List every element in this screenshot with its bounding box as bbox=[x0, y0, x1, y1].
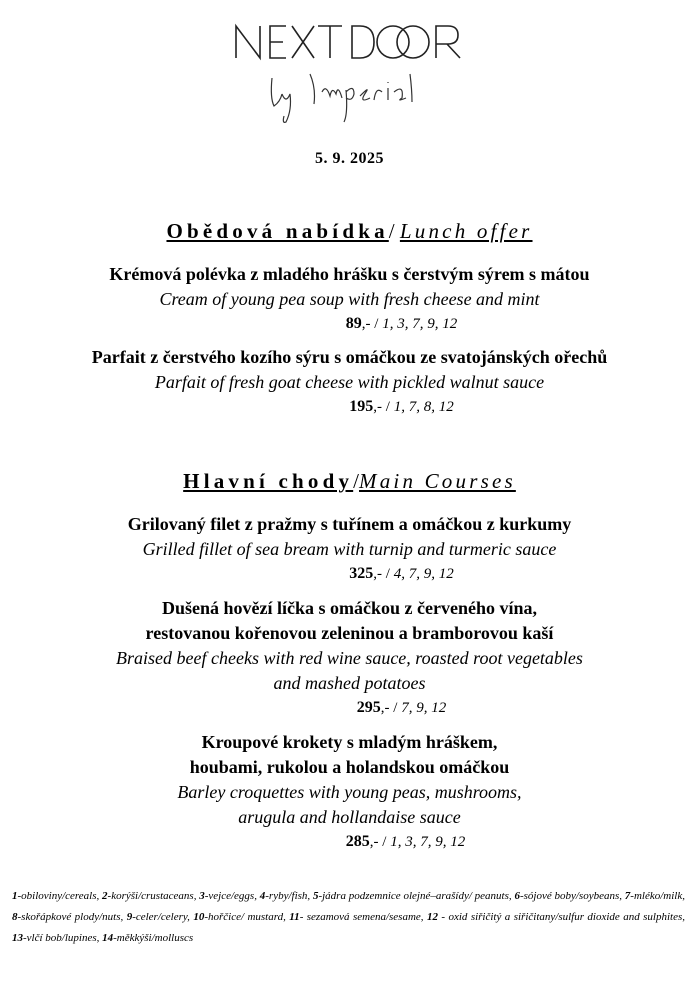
main-item bbox=[0, 512, 699, 586]
dish-price: 89 bbox=[345, 315, 362, 332]
allergen-text: -vejce/eggs, bbox=[204, 890, 260, 902]
dish-name-en: Parfait of fresh goat cheese with pickled walnut sauce bbox=[154, 372, 545, 392]
main-item bbox=[0, 730, 699, 854]
allergen-number: 10 bbox=[193, 911, 205, 923]
allergen-text: -celer/celery, bbox=[132, 911, 194, 923]
allergen-text: -obiloviny/cereals, bbox=[17, 890, 103, 902]
main-title-en: Main Courses bbox=[359, 469, 516, 493]
dish-name-en-line1: Barley croquettes with young peas, mushrooms, bbox=[177, 782, 522, 802]
dish-name-cz: Parfait z čerstvého kozího sýru s omáčkou ze svatojánských ořechů bbox=[91, 347, 608, 367]
allergen-number: 11 bbox=[289, 911, 300, 923]
dish-name-cz: Krémová polévka z mladého hrášku s čerstvým sýrem s mátou bbox=[109, 264, 590, 284]
dish-name-en: Grilled fillet of sea bream with turnip and turmeric sauce bbox=[142, 539, 557, 559]
dish-price: 195 bbox=[349, 398, 374, 415]
dish-name-cz-line2: houbami, rukolou a holandskou omáčkou bbox=[189, 757, 510, 777]
allergen-number: 13 bbox=[12, 932, 23, 944]
allergen-text: -skořápkové plody/nuts, bbox=[17, 911, 127, 923]
main-item bbox=[0, 596, 699, 720]
dish-price-line bbox=[0, 830, 699, 854]
allergen-number: 2 bbox=[102, 890, 108, 902]
dish-allergens: 4, 7, 9, 12 bbox=[389, 566, 454, 582]
allergen-number: 3 bbox=[199, 890, 205, 902]
next-door-logo-icon bbox=[230, 18, 466, 128]
allergen-number: 6 bbox=[514, 890, 520, 902]
dish-price: 295 bbox=[356, 699, 381, 716]
allergen-number: 8 bbox=[12, 911, 18, 923]
dish-price: 325 bbox=[349, 565, 374, 582]
allergen-number: 4 bbox=[259, 890, 266, 902]
dish-price-line bbox=[0, 562, 699, 586]
allergen-text: - sezamová semena/sesame, bbox=[299, 911, 427, 923]
dish-name-en: Cream of young pea soup with fresh cheese and mint bbox=[159, 289, 540, 309]
dish-price-suffix: ,- / bbox=[369, 834, 387, 850]
lunch-item bbox=[0, 345, 699, 419]
allergen-number: 7 bbox=[624, 890, 631, 902]
dish-price-line bbox=[0, 312, 699, 336]
lunch-title-separator: / bbox=[388, 219, 395, 243]
main-title-separator: / bbox=[353, 469, 360, 493]
lunch-section-title bbox=[0, 219, 699, 244]
allergen-text: -korýši/crustaceans, bbox=[107, 890, 200, 902]
main-title-cz: Hlavní chody bbox=[183, 469, 354, 493]
dish-price-line bbox=[0, 395, 699, 419]
lunch-item bbox=[0, 262, 699, 336]
lunch-title-en: Lunch offer bbox=[399, 219, 533, 243]
dish-name-cz: Grilovaný filet z pražmy s tuřínem a omáčkou z kurkumy bbox=[127, 514, 572, 534]
dish-name-cz-line2: restovanou kořenovou zeleninou a bramborovou kaší bbox=[145, 623, 554, 643]
dish-name-en-line2: arugula and hollandaise sauce bbox=[238, 807, 461, 827]
allergen-number: 9 bbox=[126, 911, 133, 923]
dish-price-line bbox=[0, 696, 699, 720]
dish-name-cz-line1: Kroupové krokety s mladým hráškem, bbox=[201, 732, 498, 752]
allergen-number: 1 bbox=[12, 890, 18, 902]
allergen-text: -sójové boby/soybeans, bbox=[519, 890, 625, 902]
allergen-legend bbox=[12, 886, 685, 949]
allergen-number: 14 bbox=[102, 932, 114, 944]
dish-name-cz-line1: Dušená hovězí líčka s omáčkou z červeného vína, bbox=[162, 598, 537, 618]
dish-name-en-line2: and mashed potatoes bbox=[273, 673, 426, 693]
menu-date: 5. 9. 2025 bbox=[315, 150, 384, 167]
allergen-text: -ryby/fish, bbox=[265, 890, 313, 902]
dish-allergens: 1, 3, 7, 9, 12 bbox=[378, 316, 458, 332]
dish-price-suffix: ,- / bbox=[361, 316, 379, 332]
allergen-text: -mléko/milk, bbox=[630, 890, 685, 902]
allergen-number: 5 bbox=[312, 890, 319, 902]
brand-logo bbox=[0, 18, 699, 128]
dish-allergens: 1, 7, 8, 12 bbox=[389, 399, 454, 415]
dish-price-suffix: ,- / bbox=[373, 566, 390, 582]
dish-price-suffix: ,- / bbox=[373, 399, 390, 415]
allergen-text: -měkkýši/molluscs bbox=[113, 932, 194, 944]
dish-price: 285 bbox=[345, 833, 370, 850]
dish-price-suffix: ,- / bbox=[380, 700, 398, 716]
allergen-text: -jádra podzemnice olejné–arašídy/ peanuts, bbox=[318, 890, 515, 902]
allergen-text: - oxid siřičitý a siřičitany/sulfur dioxide and sulphites, bbox=[437, 911, 685, 923]
allergen-text: -hořčice/ mustard, bbox=[204, 911, 290, 923]
dish-allergens: 7, 9, 12 bbox=[397, 700, 447, 716]
allergen-text: -vlčí bob/lupines, bbox=[23, 932, 103, 944]
dish-name-en-line1: Braised beef cheeks with red wine sauce, roasted root vegetables bbox=[116, 648, 583, 668]
main-section-title bbox=[0, 469, 699, 494]
lunch-title-cz: Obědová nabídka bbox=[166, 219, 389, 243]
dish-allergens: 1, 3, 7, 9, 12 bbox=[386, 834, 466, 850]
allergen-number: 12 bbox=[426, 911, 438, 923]
